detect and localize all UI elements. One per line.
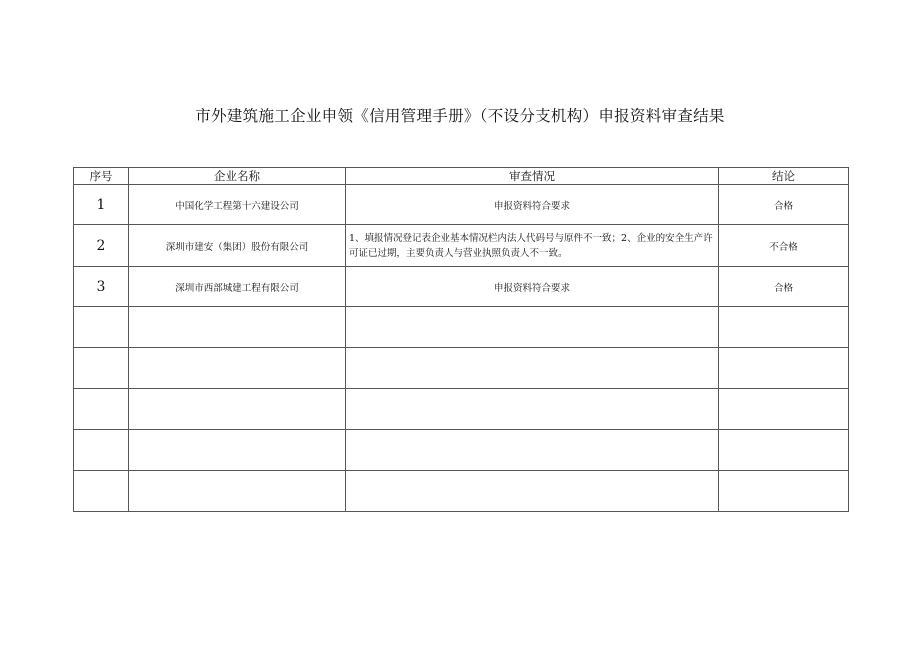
- empty-cell: [346, 430, 719, 471]
- empty-table-row: [74, 307, 849, 348]
- table-header-row: [74, 168, 849, 185]
- empty-cell: [719, 348, 849, 389]
- header-company: 企业名称: [129, 168, 346, 185]
- empty-cell: [129, 307, 346, 348]
- row-conclusion: 合格: [719, 267, 849, 307]
- empty-cell: [74, 348, 129, 389]
- header-seq: 序号: [74, 168, 129, 185]
- row-company: 深圳市西部城建工程有限公司: [129, 267, 346, 307]
- header-conclusion: 结论: [719, 168, 849, 185]
- row-review: 1、填报情况登记表企业基本情况栏内法人代码号与原件不一致；2、企业的安全生产许可证已过期，主要负责人与营业执照负责人不一致。: [346, 225, 719, 267]
- empty-cell: [346, 389, 719, 430]
- empty-table-row: [74, 471, 849, 512]
- row-review: 申报资料符合要求: [346, 267, 719, 307]
- empty-cell: [74, 430, 129, 471]
- empty-table-row: [74, 348, 849, 389]
- table-row: [74, 225, 849, 267]
- row-review: 申报资料符合要求: [346, 185, 719, 225]
- empty-cell: [346, 348, 719, 389]
- empty-cell: [719, 430, 849, 471]
- empty-cell: [719, 389, 849, 430]
- row-seq: 2: [74, 225, 129, 267]
- empty-cell: [129, 389, 346, 430]
- empty-table-row: [74, 430, 849, 471]
- empty-cell: [719, 307, 849, 348]
- empty-cell: [74, 471, 129, 512]
- empty-cell: [129, 348, 346, 389]
- document-title: 市外建筑施工企业申领《信用管理手册》（不设分支机构）申报资料审查结果: [195, 107, 725, 125]
- empty-cell: [129, 430, 346, 471]
- review-result-table: [73, 167, 849, 512]
- table-row: [74, 267, 849, 307]
- row-seq: 3: [74, 267, 129, 307]
- empty-cell: [74, 307, 129, 348]
- empty-cell: [129, 471, 346, 512]
- table-row: [74, 185, 849, 225]
- row-conclusion: 合格: [719, 185, 849, 225]
- row-conclusion: 不合格: [719, 225, 849, 267]
- empty-table-row: [74, 389, 849, 430]
- empty-cell: [346, 307, 719, 348]
- empty-cell: [346, 471, 719, 512]
- row-company: 中国化学工程第十六建设公司: [129, 185, 346, 225]
- row-seq: 1: [74, 185, 129, 225]
- empty-cell: [74, 389, 129, 430]
- row-company: 深圳市建安（集团）股份有限公司: [129, 225, 346, 267]
- header-review: 审查情况: [346, 168, 719, 185]
- empty-cell: [719, 471, 849, 512]
